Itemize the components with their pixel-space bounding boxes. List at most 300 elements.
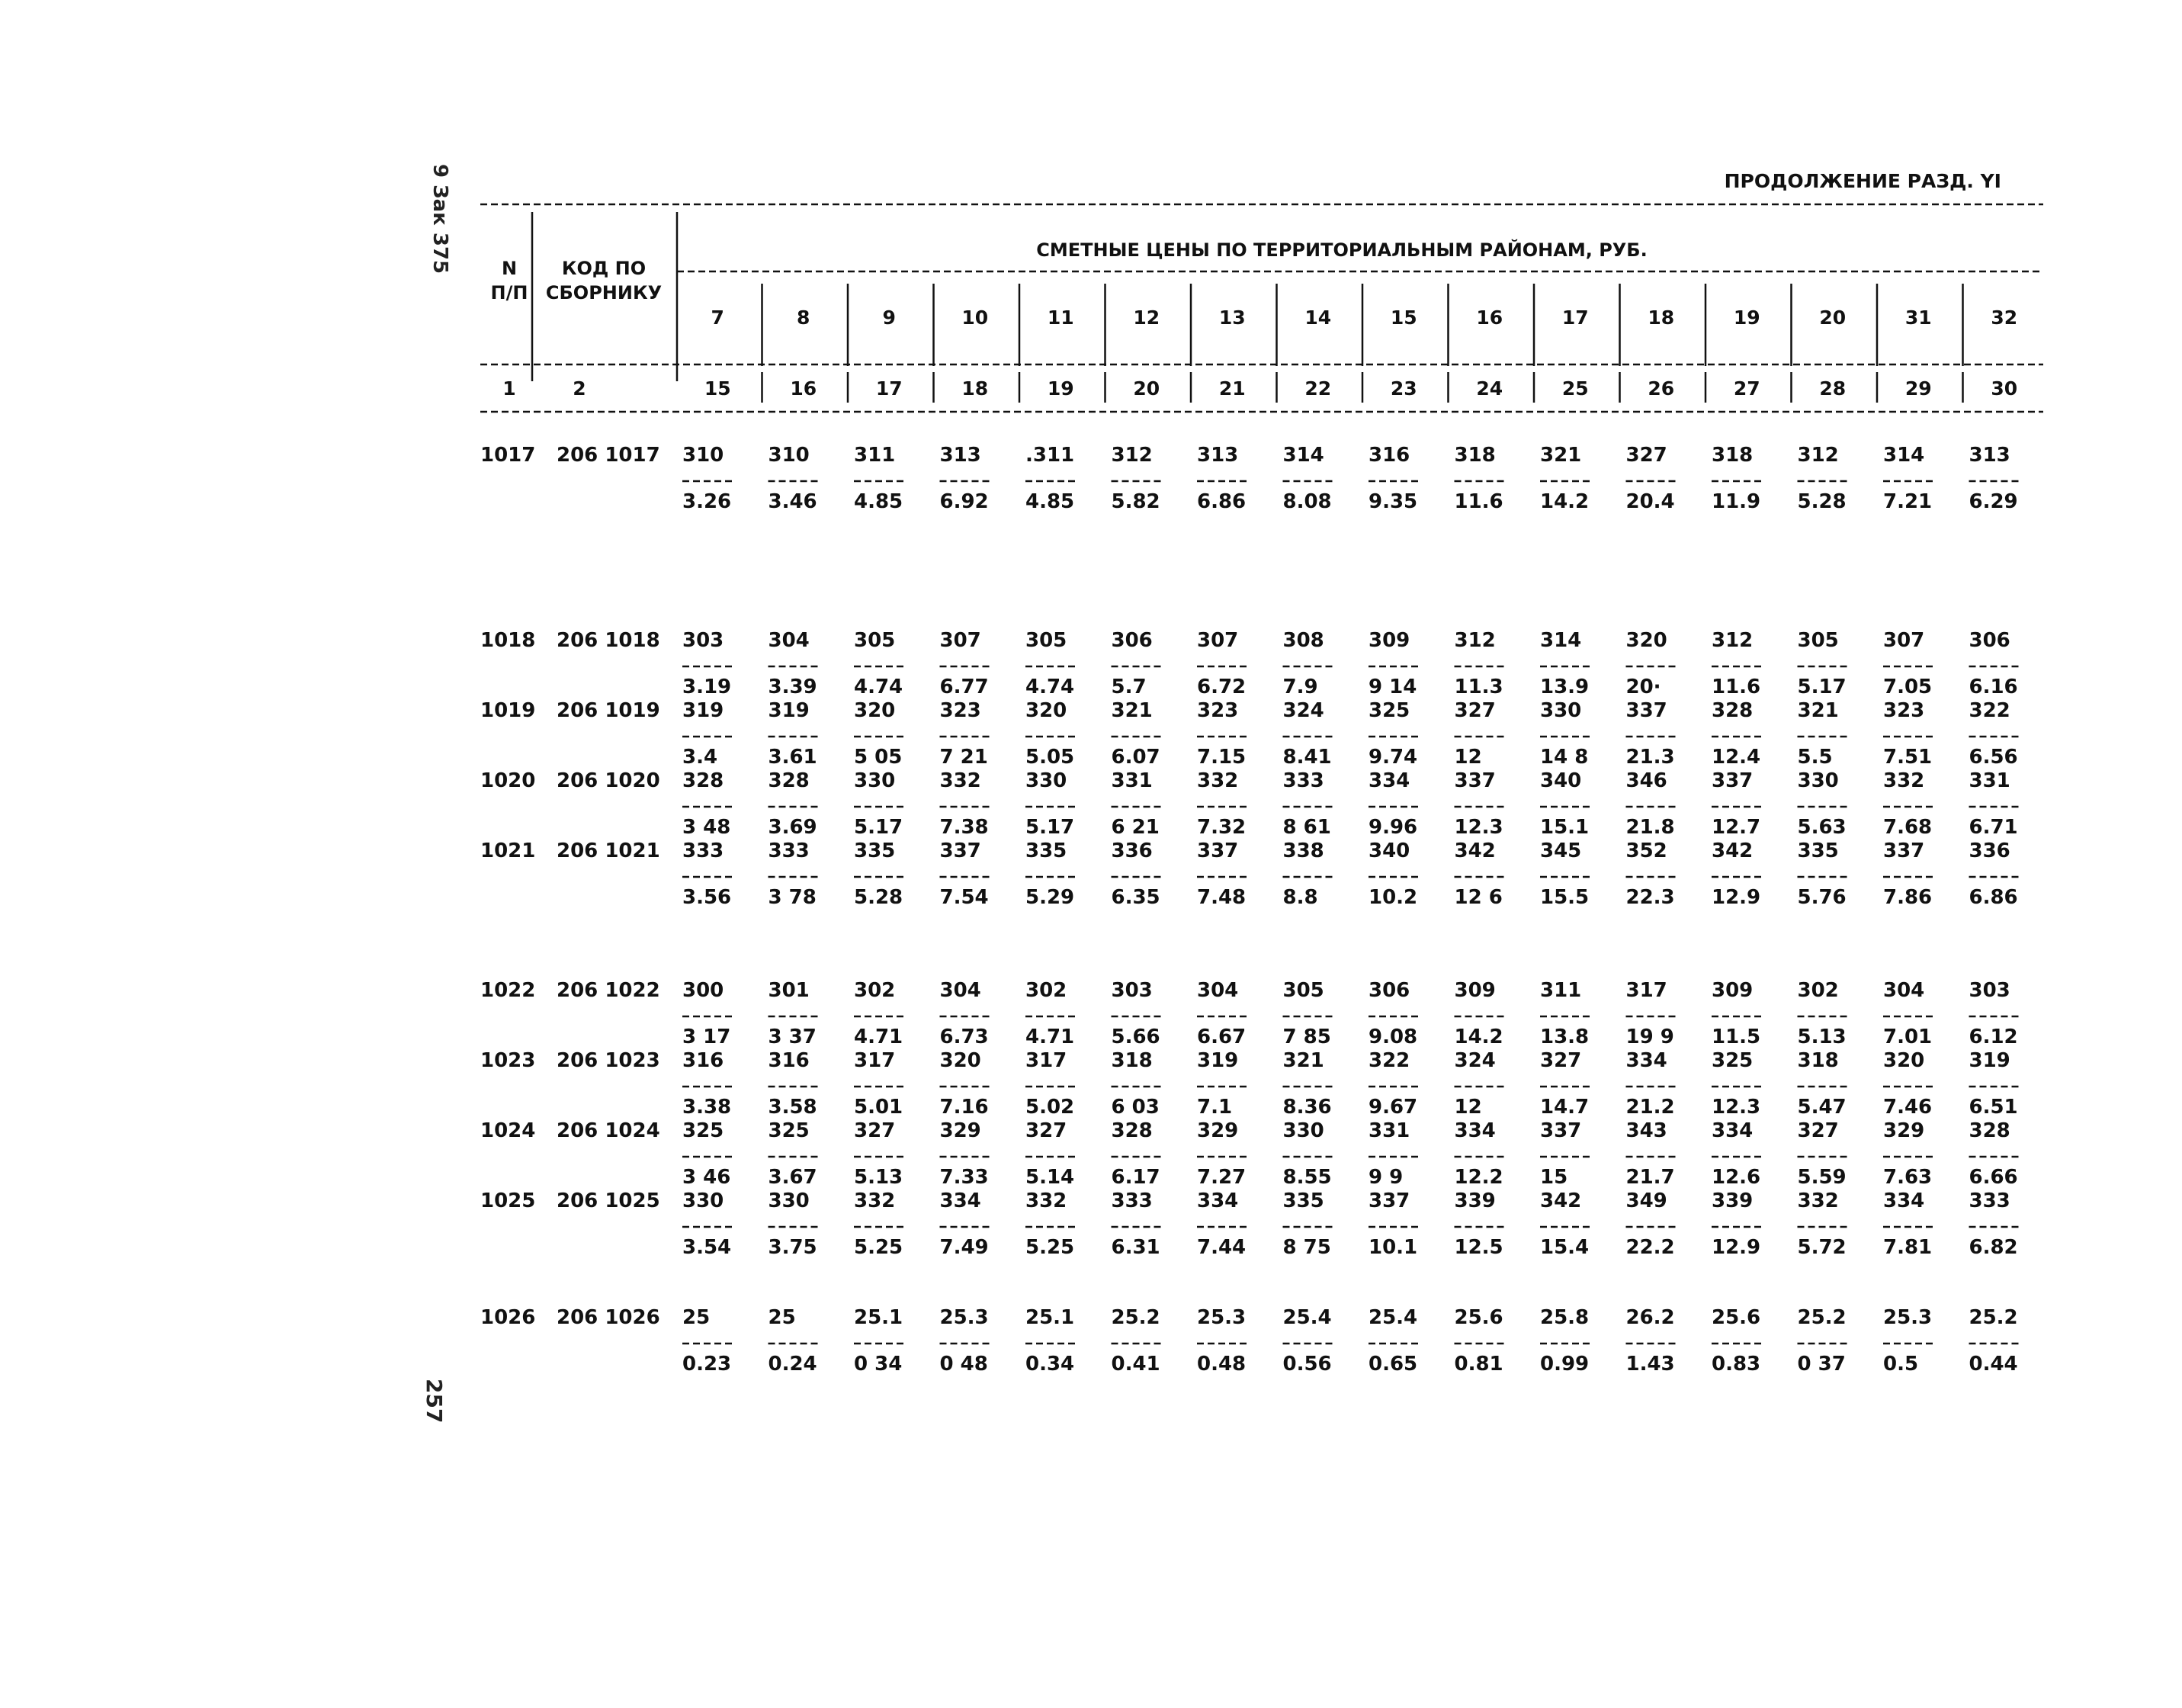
price-component: 7.1 (1197, 1096, 1233, 1119)
price-total: 335 (854, 840, 896, 862)
price-component: 5.17 (1025, 816, 1075, 839)
price-component: 5.47 (1797, 1096, 1847, 1119)
row-number: 1020 (480, 769, 536, 792)
price-total: 307 (939, 629, 981, 652)
price-component: 0.99 (1540, 1353, 1590, 1376)
price-component: 5.25 (1025, 1236, 1075, 1259)
price-total: 305 (854, 629, 896, 652)
price-total: 334 (1369, 769, 1410, 792)
prices-title: СМЕТНЫЕ ЦЕНЫ ПО ТЕРРИТОРИАЛЬНЫМ РАЙОНАМ, РУБ. (1036, 239, 1648, 261)
price-total: 306 (1369, 979, 1410, 1002)
price-component: 3.75 (768, 1236, 817, 1259)
price-total: 323 (1197, 699, 1239, 722)
price-component: 4.71 (854, 1026, 903, 1048)
price-component: 7.05 (1883, 676, 1933, 698)
index-cell-26: 26 (1648, 377, 1675, 400)
district-header-19: 19 (1733, 307, 1760, 329)
price-total: 311 (1540, 979, 1582, 1002)
district-header-16: 16 (1476, 307, 1503, 329)
price-component: 7 85 (1282, 1026, 1331, 1048)
price-total: 303 (1111, 979, 1153, 1002)
district-header-20: 20 (1819, 307, 1847, 329)
price-component: 5.28 (1797, 490, 1847, 513)
row-number: 1022 (480, 979, 536, 1002)
price-component: 6.31 (1111, 1236, 1160, 1259)
price-component: 7.49 (939, 1236, 989, 1259)
price-component: 3 48 (682, 816, 731, 839)
price-component: 5.66 (1111, 1026, 1160, 1048)
price-component: 5.25 (854, 1236, 903, 1259)
price-total: 325 (1369, 699, 1410, 722)
row-number: 1018 (480, 629, 536, 652)
price-component: 3.58 (768, 1096, 817, 1119)
price-component: 15.5 (1540, 886, 1590, 909)
price-total: 316 (768, 1049, 810, 1072)
price-total: 333 (1111, 1190, 1153, 1212)
price-total: 346 (1625, 769, 1667, 792)
price-total: 324 (1454, 1049, 1496, 1072)
price-total: 328 (682, 769, 724, 792)
price-total: 316 (1369, 444, 1410, 467)
price-component: 5.82 (1111, 490, 1160, 513)
price-component: 5.63 (1797, 816, 1847, 839)
price-total: 343 (1625, 1119, 1667, 1142)
price-component: 0.56 (1282, 1353, 1332, 1376)
price-total: 322 (1369, 1049, 1410, 1072)
price-total: 317 (854, 1049, 896, 1072)
price-component: 0.23 (682, 1353, 732, 1376)
price-total: 327 (854, 1119, 896, 1142)
price-component: 3.56 (682, 886, 732, 909)
price-component: 7.68 (1883, 816, 1933, 839)
price-total: 321 (1111, 699, 1153, 722)
price-component: 15.4 (1540, 1236, 1590, 1259)
price-total: 327 (1454, 699, 1496, 722)
district-header-32: 32 (1991, 307, 2018, 329)
price-total: 309 (1454, 979, 1496, 1002)
district-header-8: 8 (797, 307, 810, 329)
price-component: 6 03 (1111, 1096, 1160, 1119)
price-component: 3.4 (682, 746, 718, 769)
price-component: 0 34 (854, 1353, 903, 1376)
price-component: 11.9 (1712, 490, 1761, 513)
price-component: 3.26 (682, 490, 732, 513)
price-component: 6.67 (1197, 1026, 1247, 1048)
price-total: 300 (682, 979, 724, 1002)
price-total: 328 (1111, 1119, 1153, 1142)
price-total: 327 (1540, 1049, 1582, 1072)
district-header-13: 13 (1218, 307, 1246, 329)
price-total: 311 (854, 444, 896, 467)
price-component: 6.16 (1969, 676, 2018, 698)
price-component: 7.54 (939, 886, 989, 909)
price-component: 0.83 (1712, 1353, 1761, 1376)
price-component: 5.02 (1025, 1096, 1075, 1119)
price-total: 333 (768, 840, 810, 862)
price-total: 320 (1883, 1049, 1925, 1072)
price-total: 321 (1797, 699, 1839, 722)
price-component: 10.2 (1369, 886, 1418, 909)
price-total: 337 (1369, 1190, 1410, 1212)
price-total: 25.3 (1883, 1306, 1933, 1329)
price-total: 309 (1712, 979, 1754, 1002)
index-cell-25: 25 (1561, 377, 1589, 400)
price-total: 319 (768, 699, 810, 722)
price-component: 3.61 (768, 746, 817, 769)
price-component: 0.65 (1369, 1353, 1418, 1376)
index-col-1: 1 (502, 377, 516, 400)
price-total: 328 (1969, 1119, 2010, 1142)
price-total: 305 (1282, 979, 1324, 1002)
price-total: 333 (682, 840, 724, 862)
price-component: 6.29 (1969, 490, 2018, 513)
price-total: 321 (1282, 1049, 1324, 1072)
price-component: 5.05 (1025, 746, 1075, 769)
row-code: 206 1021 (557, 840, 660, 862)
price-total: 25.1 (1025, 1306, 1075, 1329)
price-component: 9.74 (1369, 746, 1418, 769)
price-total: 331 (1969, 769, 2010, 792)
price-component: 5.17 (854, 816, 903, 839)
price-total: 301 (768, 979, 810, 1002)
price-total: 337 (939, 840, 981, 862)
price-component: 9.67 (1369, 1096, 1418, 1119)
price-component: 22.3 (1625, 886, 1675, 909)
price-total: 25 (682, 1306, 711, 1329)
price-total: 323 (1883, 699, 1925, 722)
district-header-18: 18 (1648, 307, 1675, 329)
price-component: 6.73 (939, 1026, 989, 1048)
price-total: 305 (1797, 629, 1839, 652)
price-total: 334 (1625, 1049, 1667, 1072)
price-total: 303 (682, 629, 724, 652)
price-total: 336 (1111, 840, 1153, 862)
index-cell-30: 30 (1991, 377, 2018, 400)
price-total: 334 (939, 1190, 981, 1212)
price-total: 340 (1540, 769, 1582, 792)
price-component: 12.7 (1712, 816, 1761, 839)
continuation-header: ПРОДОЛЖЕНИЕ РАЗД. YI (1724, 170, 2001, 192)
price-total: 322 (1969, 699, 2010, 722)
price-total: 335 (1282, 1190, 1324, 1212)
price-component: 14 8 (1540, 746, 1589, 769)
price-component: 3.38 (682, 1096, 732, 1119)
price-total: 302 (1025, 979, 1067, 1002)
price-component: 5.7 (1111, 676, 1147, 698)
price-component: 4.71 (1025, 1026, 1075, 1048)
price-total: 340 (1369, 840, 1410, 862)
index-col-2: 2 (573, 377, 586, 400)
price-total: 329 (1883, 1119, 1925, 1142)
row-code: 206 1026 (557, 1306, 660, 1329)
price-component: 7.15 (1197, 746, 1247, 769)
price-component: 6 21 (1111, 816, 1160, 839)
price-total: 352 (1625, 840, 1667, 862)
price-total: 330 (682, 1190, 724, 1212)
price-component: 7.16 (939, 1096, 989, 1119)
price-component: 6.72 (1197, 676, 1247, 698)
price-component: 6.66 (1969, 1166, 2018, 1189)
price-total: 25.8 (1540, 1306, 1590, 1329)
index-cell-16: 16 (790, 377, 817, 400)
price-total: 314 (1540, 629, 1582, 652)
price-component: 9 14 (1369, 676, 1417, 698)
price-component: 5.01 (854, 1096, 903, 1119)
row-code: 206 1020 (557, 769, 660, 792)
price-total: 325 (1712, 1049, 1754, 1072)
price-component: 14.2 (1454, 1026, 1503, 1048)
price-total: 332 (854, 1190, 896, 1212)
row-code: 206 1022 (557, 979, 660, 1002)
district-header-15: 15 (1390, 307, 1417, 329)
price-total: 25.6 (1454, 1306, 1503, 1329)
price-component: 9.96 (1369, 816, 1418, 839)
price-total: 313 (939, 444, 981, 467)
price-component: 3 17 (682, 1026, 731, 1048)
price-component: 5 05 (854, 746, 903, 769)
price-component: 8.8 (1282, 886, 1318, 909)
price-component: 7.9 (1282, 676, 1318, 698)
price-total: 331 (1111, 769, 1153, 792)
price-component: 7.51 (1883, 746, 1933, 769)
index-cell-24: 24 (1476, 377, 1503, 400)
price-total: 338 (1282, 840, 1324, 862)
price-component: 14.7 (1540, 1096, 1590, 1119)
price-total: 314 (1883, 444, 1925, 467)
district-header-31: 31 (1904, 307, 1932, 329)
price-total: 330 (1540, 699, 1582, 722)
price-total: 332 (1025, 1190, 1067, 1212)
district-header-17: 17 (1561, 307, 1589, 329)
price-total: 317 (1025, 1049, 1067, 1072)
price-total: .311 (1025, 444, 1075, 467)
price-total: 25.2 (1969, 1306, 2018, 1329)
price-total: 319 (1197, 1049, 1239, 1072)
price-total: 312 (1111, 444, 1153, 467)
row-number: 1017 (480, 444, 536, 467)
price-component: 20.4 (1625, 490, 1675, 513)
price-component: 21.8 (1625, 816, 1675, 839)
price-total: 337 (1540, 1119, 1582, 1142)
price-total: 320 (1625, 629, 1667, 652)
price-total: 332 (1883, 769, 1925, 792)
price-component: 5.5 (1797, 746, 1833, 769)
price-total: 320 (939, 1049, 981, 1072)
col-code-label-2: СБОРНИКУ (545, 282, 663, 303)
row-number: 1019 (480, 699, 536, 722)
row-code: 206 1025 (557, 1190, 660, 1212)
price-total: 25.1 (854, 1306, 903, 1329)
price-total: 345 (1540, 840, 1582, 862)
price-total: 323 (939, 699, 981, 722)
price-component: 0.48 (1197, 1353, 1247, 1376)
row-code: 206 1017 (557, 444, 660, 467)
price-component: 11.6 (1712, 676, 1761, 698)
price-component: 7.27 (1197, 1166, 1247, 1189)
price-total: 339 (1454, 1190, 1496, 1212)
price-total: 304 (1197, 979, 1239, 1002)
price-component: 7.63 (1883, 1166, 1933, 1189)
price-total: 25.6 (1712, 1306, 1761, 1329)
price-total: 325 (682, 1119, 724, 1142)
price-component: 4.74 (854, 676, 903, 698)
price-total: 332 (1197, 769, 1239, 792)
price-component: 6.51 (1969, 1096, 2018, 1119)
price-component: 11.5 (1712, 1026, 1761, 1048)
price-component: 8.55 (1282, 1166, 1332, 1189)
price-component: 13.9 (1540, 676, 1590, 698)
price-component: 0.34 (1025, 1353, 1075, 1376)
price-component: 6.86 (1969, 886, 2018, 909)
index-cell-17: 17 (875, 377, 903, 400)
price-component: 3.69 (768, 816, 817, 839)
price-total: 331 (1369, 1119, 1410, 1142)
price-component: 9.08 (1369, 1026, 1418, 1048)
price-total: 310 (768, 444, 810, 467)
price-total: 318 (1797, 1049, 1839, 1072)
price-component: 7.86 (1883, 886, 1933, 909)
price-component: 7.48 (1197, 886, 1247, 909)
price-component: 7.32 (1197, 816, 1247, 839)
price-component: 3.67 (768, 1166, 817, 1189)
price-total: 317 (1625, 979, 1667, 1002)
index-cell-18: 18 (961, 377, 989, 400)
price-total: 337 (1625, 699, 1667, 722)
price-component: 7.46 (1883, 1096, 1933, 1119)
price-component: 4.74 (1025, 676, 1075, 698)
price-total: 312 (1797, 444, 1839, 467)
price-component: 19 9 (1625, 1026, 1674, 1048)
row-code: 206 1023 (557, 1049, 660, 1072)
price-component: 0 48 (939, 1353, 988, 1376)
price-component: 6.92 (939, 490, 989, 513)
row-code: 206 1018 (557, 629, 660, 652)
price-component: 5.59 (1797, 1166, 1847, 1189)
price-component: 6.82 (1969, 1236, 2018, 1259)
price-total: 349 (1625, 1190, 1667, 1212)
price-component: 12.9 (1712, 1236, 1761, 1259)
index-cell-29: 29 (1904, 377, 1932, 400)
price-total: 334 (1883, 1190, 1925, 1212)
price-component: 3 78 (768, 886, 817, 909)
price-total: 321 (1540, 444, 1582, 467)
price-total: 314 (1282, 444, 1324, 467)
index-cell-19: 19 (1047, 377, 1074, 400)
price-component: 5.17 (1797, 676, 1847, 698)
district-header-14: 14 (1304, 307, 1332, 329)
index-cell-21: 21 (1218, 377, 1246, 400)
price-total: 334 (1197, 1190, 1239, 1212)
price-component: 5.14 (1025, 1166, 1075, 1189)
price-component: 21.2 (1625, 1096, 1675, 1119)
price-component: 6.77 (939, 676, 989, 698)
row-number: 1025 (480, 1190, 536, 1212)
price-component: 6.12 (1969, 1026, 2018, 1048)
row-number: 1023 (480, 1049, 536, 1072)
price-component: 5.29 (1025, 886, 1075, 909)
price-total: 312 (1454, 629, 1496, 652)
price-component: 12 6 (1454, 886, 1503, 909)
price-total: 319 (1969, 1049, 2010, 1072)
price-component: 3 37 (768, 1026, 817, 1048)
price-total: 337 (1454, 769, 1496, 792)
price-total: 337 (1712, 769, 1754, 792)
price-component: 12.6 (1712, 1166, 1761, 1189)
price-total: 332 (939, 769, 981, 792)
price-total: 334 (1454, 1119, 1496, 1142)
price-component: 20· (1625, 676, 1661, 698)
price-component: 13.8 (1540, 1026, 1590, 1048)
price-component: 7.33 (939, 1166, 989, 1189)
price-total: 313 (1197, 444, 1239, 467)
district-header-10: 10 (961, 307, 989, 329)
index-cell-22: 22 (1304, 377, 1332, 400)
district-header-12: 12 (1133, 307, 1160, 329)
price-total: 330 (1797, 769, 1839, 792)
price-component: 14.2 (1540, 490, 1590, 513)
district-header-11: 11 (1047, 307, 1074, 329)
col-n-label-2: П/П (490, 282, 528, 303)
price-component: 21.3 (1625, 746, 1675, 769)
price-total: 327 (1797, 1119, 1839, 1142)
price-component: 6.86 (1197, 490, 1247, 513)
row-number: 1024 (480, 1119, 536, 1142)
price-total: 328 (768, 769, 810, 792)
price-component: 6.35 (1111, 886, 1160, 909)
price-component: 4.85 (1025, 490, 1075, 513)
price-component: 5.76 (1797, 886, 1847, 909)
price-total: 25.2 (1797, 1306, 1847, 1329)
price-total: 333 (1282, 769, 1324, 792)
index-cell-20: 20 (1133, 377, 1160, 400)
index-cell-15: 15 (704, 377, 731, 400)
price-total: 304 (1883, 979, 1925, 1002)
price-component: 8.41 (1282, 746, 1332, 769)
price-total: 319 (682, 699, 724, 722)
price-component: 7.38 (939, 816, 989, 839)
price-total: 329 (1197, 1119, 1239, 1142)
price-component: 22.2 (1625, 1236, 1675, 1259)
price-total: 333 (1969, 1190, 2010, 1212)
price-total: 304 (768, 629, 810, 652)
price-total: 310 (682, 444, 724, 467)
price-component: 15 (1540, 1166, 1568, 1189)
price-component: 0.24 (768, 1353, 817, 1376)
price-component: 8.08 (1282, 490, 1332, 513)
price-total: 312 (1712, 629, 1754, 652)
index-cell-27: 27 (1733, 377, 1760, 400)
price-component: 4.85 (854, 490, 903, 513)
price-component: 6.71 (1969, 816, 2018, 839)
price-total: 305 (1025, 629, 1067, 652)
price-total: 337 (1197, 840, 1239, 862)
price-total: 320 (1025, 699, 1067, 722)
price-component: 3.39 (768, 676, 817, 698)
price-total: 336 (1969, 840, 2010, 862)
price-total: 325 (768, 1119, 810, 1142)
price-component: 3.46 (768, 490, 817, 513)
row-code: 206 1019 (557, 699, 660, 722)
price-total: 318 (1111, 1049, 1153, 1072)
price-total: 342 (1712, 840, 1754, 862)
price-component: 12.4 (1712, 746, 1761, 769)
price-component: 6.17 (1111, 1166, 1160, 1189)
price-component: 9.35 (1369, 490, 1418, 513)
price-component: 6.56 (1969, 746, 2018, 769)
price-total: 313 (1969, 444, 2010, 467)
row-code: 206 1024 (557, 1119, 660, 1142)
price-total: 307 (1883, 629, 1925, 652)
